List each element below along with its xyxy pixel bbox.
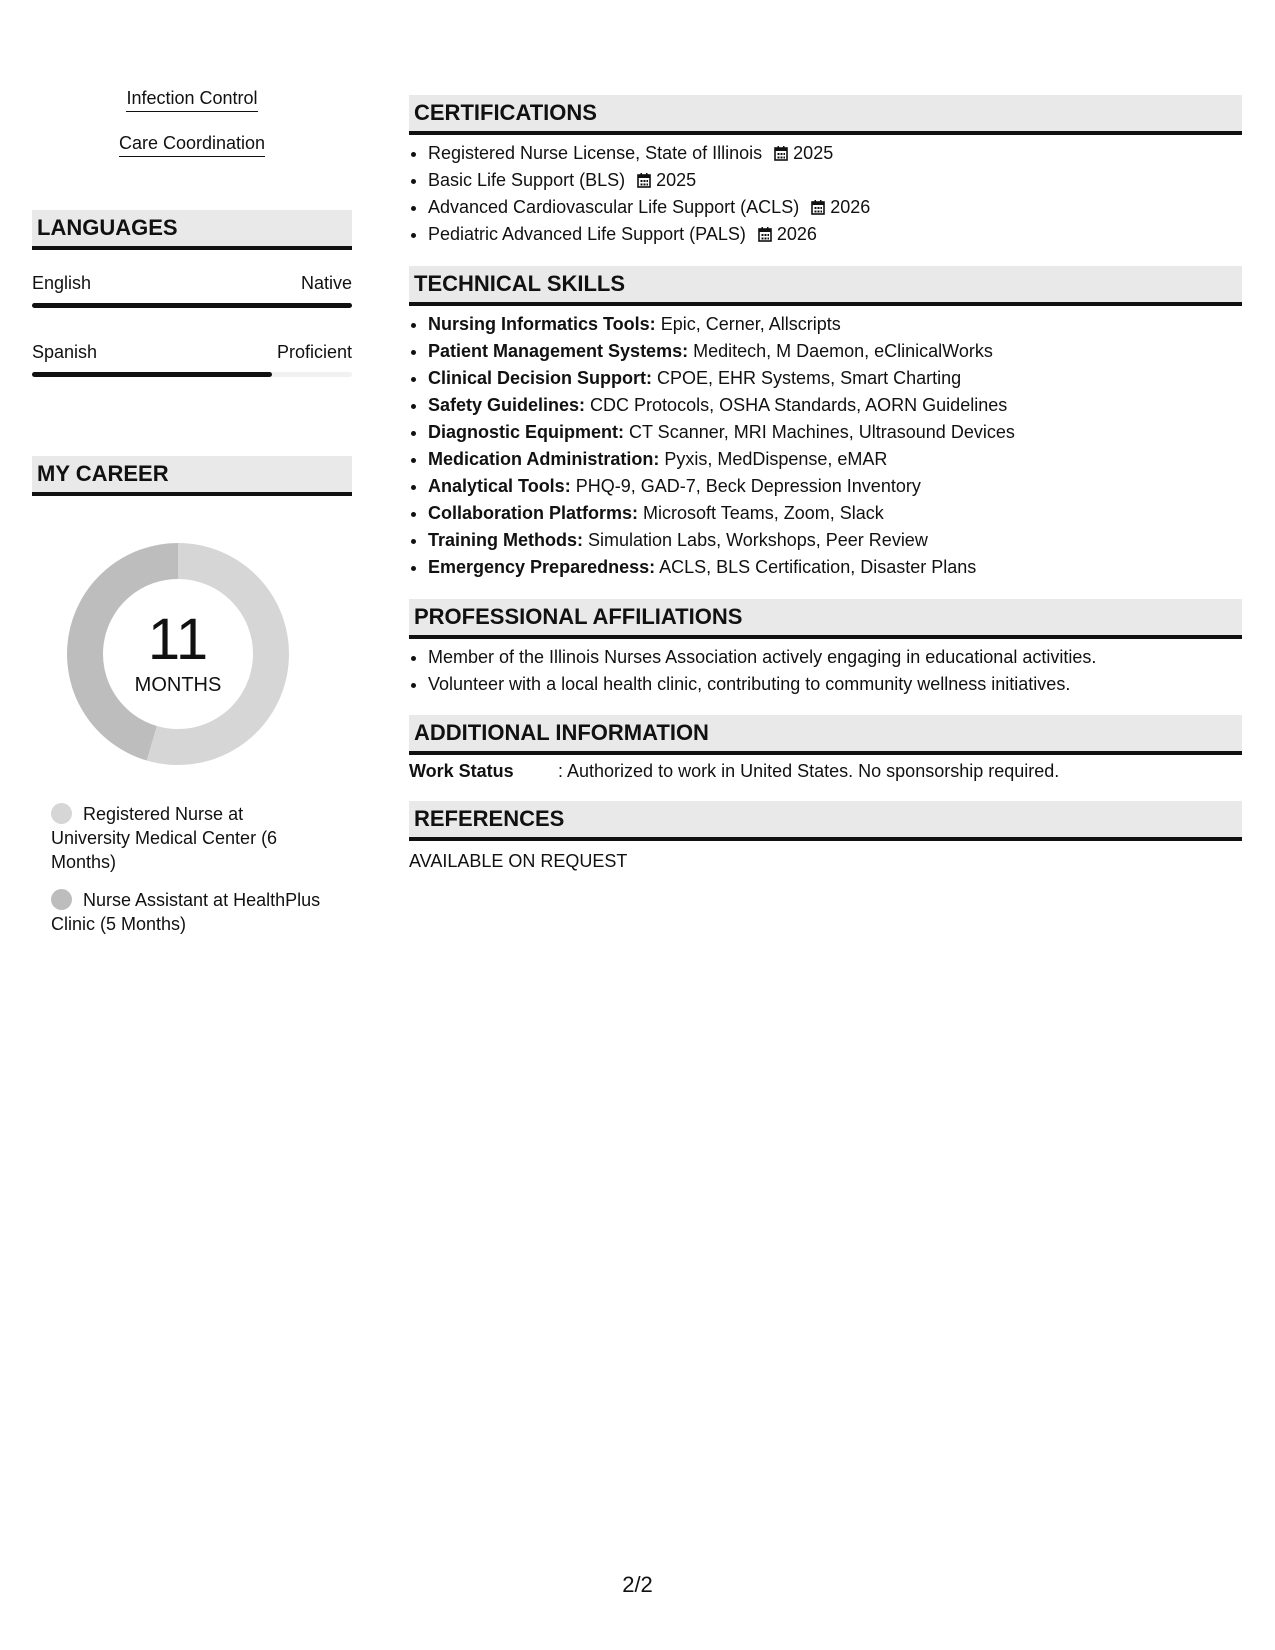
skill-label: Clinical Decision Support:: [428, 368, 653, 388]
additional-info-heading: ADDITIONAL INFORMATION: [409, 715, 1242, 755]
affiliations-list: [409, 644, 1261, 698]
references-heading: REFERENCES: [409, 801, 1242, 841]
skill-label: Training Methods:: [428, 530, 583, 550]
affiliations-heading: PROFESSIONAL AFFILIATIONS: [409, 599, 1242, 639]
skill-item: [428, 446, 1261, 473]
page-number: 2/2: [622, 1572, 653, 1597]
skill-value: Simulation Labs, Workshops, Peer Review: [583, 530, 928, 550]
skill-tag: Infection Control: [32, 88, 352, 112]
career-item: [51, 802, 321, 874]
skill-label: Emergency Preparedness:: [428, 557, 656, 577]
skill-item: [428, 473, 1261, 500]
skill-item: [428, 527, 1261, 554]
certification-name: Advanced Cardiovascular Life Support (ACLS): [428, 197, 800, 217]
skill-item: [428, 554, 1261, 581]
skill-value: Meditech, M Daemon, eClinicalWorks: [688, 341, 993, 361]
certification-item: [428, 167, 1261, 194]
skill-label: Diagnostic Equipment:: [428, 422, 625, 442]
certification-item: [428, 140, 1261, 167]
skill-item: [428, 365, 1261, 392]
languages-heading: LANGUAGES: [32, 210, 352, 250]
skill-value: CPOE, EHR Systems, Smart Charting: [652, 368, 962, 388]
skill-value: PHQ-9, GAD-7, Beck Depression Inventory: [570, 476, 921, 496]
career-item-label: Nurse Assistant at HealthPlus Clinic (5 Months): [51, 890, 321, 934]
calendar-icon: [811, 200, 825, 215]
certifications-heading: CERTIFICATIONS: [409, 95, 1242, 135]
skill-label: Collaboration Platforms:: [428, 503, 639, 523]
technical-skills-list: [409, 311, 1261, 581]
references-text: AVAILABLE ON REQUEST: [409, 851, 628, 871]
work-status-row: [409, 761, 1242, 787]
language-bar-fill: [32, 303, 352, 308]
certification-name: Registered Nurse License, State of Illinois: [428, 143, 763, 163]
skill-value: Microsoft Teams, Zoom, Slack: [638, 503, 884, 523]
circle-dot-icon: [51, 889, 72, 910]
certification-name: Basic Life Support (BLS): [428, 170, 626, 190]
skill-value: CDC Protocols, OSHA Standards, AORN Guidelines: [585, 395, 1008, 415]
skill-label: Patient Management Systems:: [428, 341, 689, 361]
skill-value: ACLS, BLS Certification, Disaster Plans: [655, 557, 977, 577]
calendar-icon: [758, 227, 772, 242]
language-bar-track: [32, 372, 352, 377]
certification-item: [428, 221, 1261, 248]
skill-tag: Care Coordination: [32, 133, 352, 157]
language-level: Proficient: [276, 342, 352, 362]
skill-label: Medication Administration:: [428, 449, 660, 469]
language-name: English: [32, 273, 92, 293]
certification-item: [428, 194, 1261, 221]
skill-value: CT Scanner, MRI Machines, Ultrasound Devices: [624, 422, 1015, 442]
certification-year: 2025: [793, 143, 834, 163]
career-total-number: 11: [147, 607, 209, 672]
affiliation-item: • Member of the Illinois Nurses Association actively engaging in educational activities.: [428, 644, 1261, 671]
skill-item: [428, 500, 1261, 527]
work-status-value: : Authorized to work in United States. No sponsorship required.: [558, 761, 1060, 781]
skill-item: [428, 392, 1261, 419]
skill-label: Safety Guidelines:: [428, 395, 586, 415]
calendar-icon: [774, 146, 788, 161]
certification-name: Pediatric Advanced Life Support (PALS): [428, 224, 746, 244]
skill-item: [428, 338, 1261, 365]
certification-year: 2026: [830, 197, 871, 217]
skill-value: Epic, Cerner, Allscripts: [655, 314, 841, 334]
circle-dot-icon: [51, 803, 72, 824]
certification-year: 2025: [656, 170, 697, 190]
skill-label: Analytical Tools:: [428, 476, 571, 496]
calendar-icon: [637, 173, 651, 188]
work-status-label: Work Status: [409, 761, 514, 781]
language-name: Spanish: [32, 342, 98, 362]
career-item-label: Registered Nurse at University Medical Center (6 Months): [51, 804, 278, 872]
career-item: [51, 888, 321, 936]
career-donut-chart: [65, 541, 291, 767]
career-total-unit: MONTHS: [134, 674, 222, 696]
language-bar-track: [32, 303, 352, 308]
certification-year: 2026: [776, 224, 817, 244]
career-heading: MY CAREER: [32, 456, 352, 496]
skill-value: Pyxis, MedDispense, eMAR: [659, 449, 888, 469]
language-bar-fill: [32, 372, 272, 377]
skill-item: [428, 311, 1261, 338]
skill-item: [428, 419, 1261, 446]
affiliation-item: • Volunteer with a local health clinic, contributing to community wellness initiatives.: [428, 671, 1261, 698]
technical-skills-heading: TECHNICAL SKILLS: [409, 266, 1242, 306]
language-level: Native: [300, 273, 352, 293]
skill-label: Nursing Informatics Tools:: [428, 314, 656, 334]
certifications-list: [409, 140, 1261, 248]
